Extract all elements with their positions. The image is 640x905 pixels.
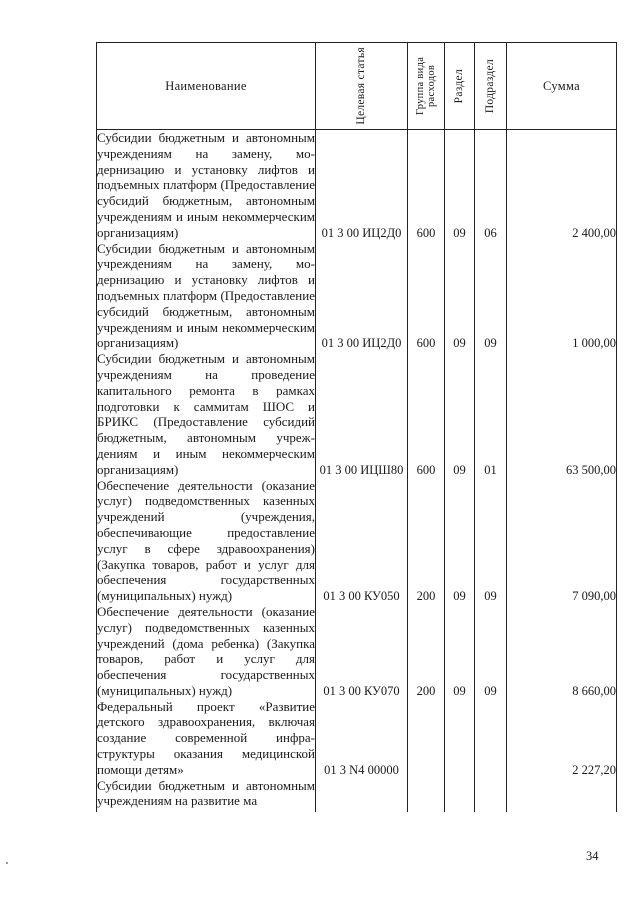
row-expense-group: 200	[408, 478, 445, 604]
table-header-row	[97, 43, 617, 130]
row-name: Федеральный проект «Развитие детского здравоохранения, включая создание современной инфраструктуры оказания медицинской помощи детям»	[97, 698, 315, 777]
row-sum: 7 090,00	[507, 478, 617, 604]
row-name: Субсидии бюджетным и автономным учреждениям на проведение капитального ремонта в рамках подготовки к саммитам ШОС и БРИКС (Предоставление субсидий бюджетным, автономным учреждениям и иным некоммерческим организациям)	[97, 351, 315, 477]
table-row	[97, 241, 617, 352]
header-section: Раздел	[445, 43, 475, 130]
row-name: Обеспечение деятельности (оказание услуг) подведомственных казенных учреждений (учреждения, обеспечивающие предоставление услуг в сфере здравоохранения) (Закупка товаров, работ и услуг для обеспечения государственных (муниципальных) нужд)	[97, 477, 315, 604]
table-row	[97, 604, 617, 699]
row-name: Субсидии бюджетным и автономным учреждениям на замену, модернизацию и установку лифтов и подъемных платформ (Предоставление субсидий бюджетным, автономным учреждениям и иным некоммерческим организациям)	[97, 130, 315, 240]
page-number: 34	[586, 849, 599, 863]
row-target-code: 01 3 00 КУ050	[316, 478, 408, 604]
row-target-code: 01 3 00 ИЦ2Д0	[316, 241, 408, 352]
row-sum: 1 000,00	[507, 241, 617, 352]
header-name: Наименование	[97, 43, 316, 130]
row-target-code: 01 3 00 ИЦ2Д0	[316, 130, 408, 241]
row-target-code: 01 3 N4 00000	[316, 699, 408, 778]
table-row	[97, 351, 617, 477]
row-sum: 63 500,00	[507, 351, 617, 477]
row-expense-group	[408, 778, 445, 812]
row-subsection	[475, 778, 507, 812]
row-subsection: 01	[475, 351, 507, 477]
row-section	[445, 778, 475, 812]
row-expense-group: 200	[408, 604, 445, 699]
header-subsection: Подраздел	[475, 43, 507, 130]
row-expense-group: 600	[408, 351, 445, 477]
header-target: Целевая статья	[316, 43, 408, 130]
row-section: 09	[445, 241, 475, 352]
row-sum: 2 227,20	[507, 699, 617, 778]
row-subsection: 09	[475, 478, 507, 604]
row-sum: 8 660,00	[507, 604, 617, 699]
scan-speck	[6, 862, 8, 864]
row-section: 09	[445, 478, 475, 604]
budget-table	[96, 42, 617, 812]
row-section: 09	[445, 130, 475, 241]
row-expense-group: 600	[408, 130, 445, 241]
row-target-code	[316, 778, 408, 812]
table-row	[97, 130, 617, 241]
row-subsection: 09	[475, 241, 507, 352]
row-expense-group: 600	[408, 241, 445, 352]
row-sum	[507, 778, 617, 812]
header-expense-group: Группа вида расходов	[408, 43, 445, 130]
row-sum: 2 400,00	[507, 130, 617, 241]
row-subsection	[475, 699, 507, 778]
row-subsection: 06	[475, 130, 507, 241]
table-row-continued	[97, 778, 617, 812]
row-name: Обеспечение деятельности (оказание услуг) подведомственных казенных учреждений (дома ребенка) (Закупка товаров, работ и услуг для обеспечения государственных (муниципальных) нужд)	[97, 603, 315, 698]
header-sum: Сумма	[507, 43, 617, 130]
row-subsection: 09	[475, 604, 507, 699]
row-name: Субсидии бюджетным и автономным учреждениям на развитие ма	[97, 778, 316, 812]
table-row	[97, 478, 617, 604]
row-expense-group	[408, 699, 445, 778]
row-section: 09	[445, 604, 475, 699]
table-row	[97, 699, 617, 778]
row-name: Субсидии бюджетным и автономным учреждениям на замену, модернизацию и установку лифтов и подъемных платформ (Предоставление субсидий бюджетным, автономным учреждениям и иным некоммерческим организациям)	[97, 240, 315, 351]
row-target-code: 01 3 00 КУ070	[316, 604, 408, 699]
row-section	[445, 699, 475, 778]
row-target-code: 01 3 00 ИЦШ80	[316, 351, 408, 477]
row-section: 09	[445, 351, 475, 477]
